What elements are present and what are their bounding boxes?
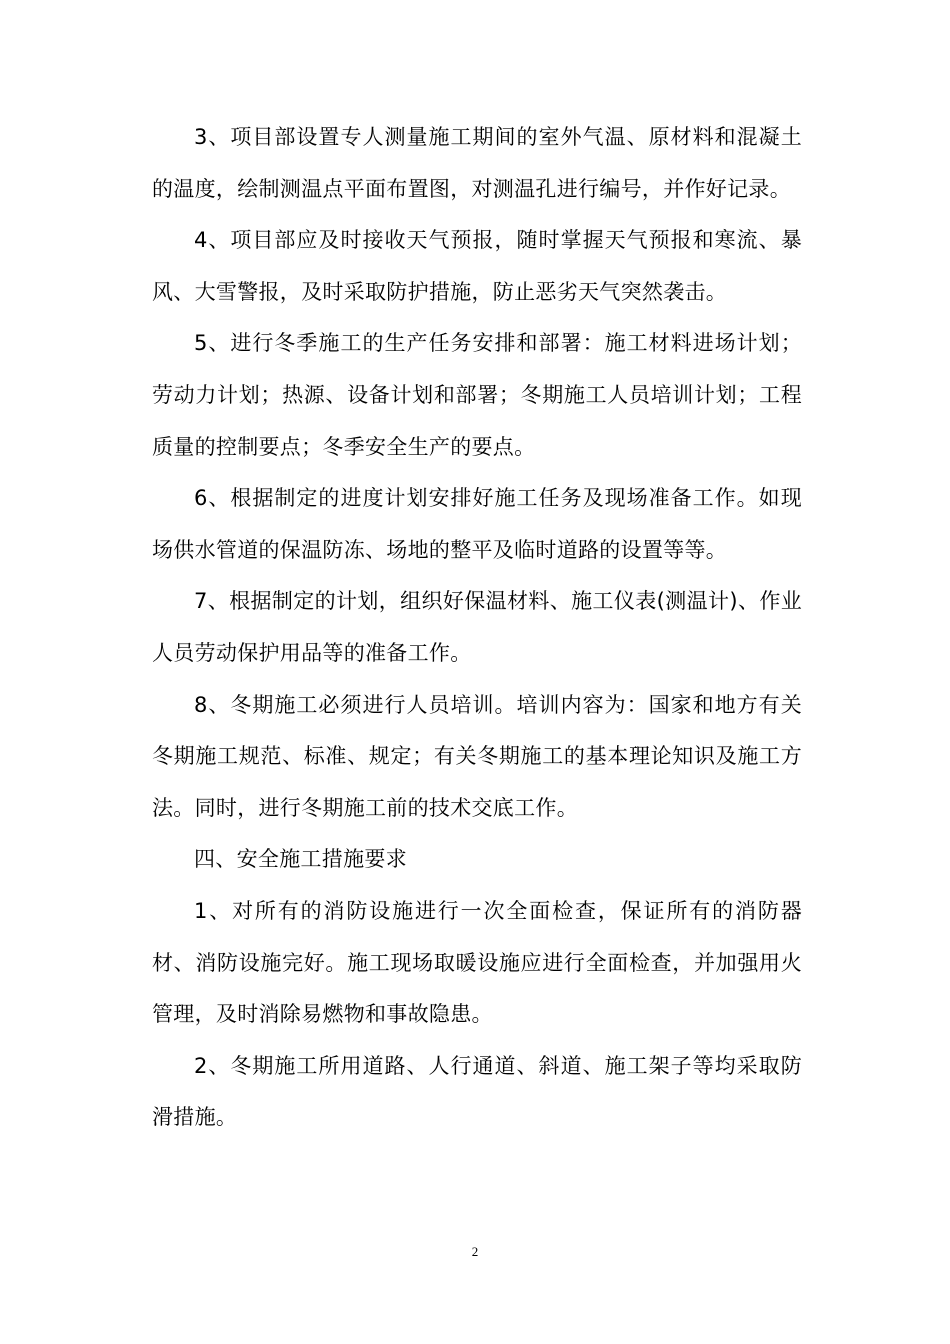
section-heading-safety-measures: 四、安全施工措施要求 — [194, 847, 407, 872]
paragraph-safety-item-2-anti-slip: 2、冬期施工所用道路、人行通道、斜道、施工架子等均采取防滑措施。 — [152, 1053, 802, 1130]
page-number: 2 — [471, 1244, 479, 1259]
paragraph-safety-item-1-fire-protection: 1、对所有的消防设施进行一次全面检查，保证所有的消防器材、消防设施完好。施工现场取暖设施应进行全面检查，并加强用火管理，及时消除易燃物和事故隐患。 — [152, 898, 802, 1027]
paragraph-item-8-staff-training: 8、冬期施工必须进行人员培训。培训内容为：国家和地方有关冬期施工规范、标准、规定；有关冬期施工的基本理论知识及施工方法。同时，进行冬期施工前的技术交底工作。 — [152, 692, 802, 820]
paragraph-item-3-temperature-measurement: 3、项目部设置专人测量施工期间的室外气温、原材料和混凝土的温度，绘制测温点平面布置图，对测温孔进行编号，并作好记录。 — [152, 125, 802, 201]
paragraph-item-7-material-preparation: 7、根据制定的计划，组织好保温材料、施工仪表(测温计)、作业人员劳动保护用品等的准备工作。 — [152, 589, 802, 665]
paragraph-item-6-site-preparation: 6、根据制定的进度计划安排好施工任务及现场准备工作。如现场供水管道的保温防冻、场地的整平及临时道路的设置等等。 — [152, 486, 802, 562]
document-body — [152, 112, 802, 1144]
paragraph-item-4-weather-forecast: 4、项目部应及时接收天气预报，随时掌握天气预报和寒流、暴风、大雪警报，及时采取防护措施，防止恶劣天气突然袭击。 — [152, 228, 802, 304]
paragraph-item-5-task-arrangement: 5、进行冬季施工的生产任务安排和部署：施工材料进场计划；劳动力计划；热源、设备计划和部署；冬期施工人员培训计划；工程质量的控制要点；冬季安全生产的要点。 — [152, 331, 802, 459]
